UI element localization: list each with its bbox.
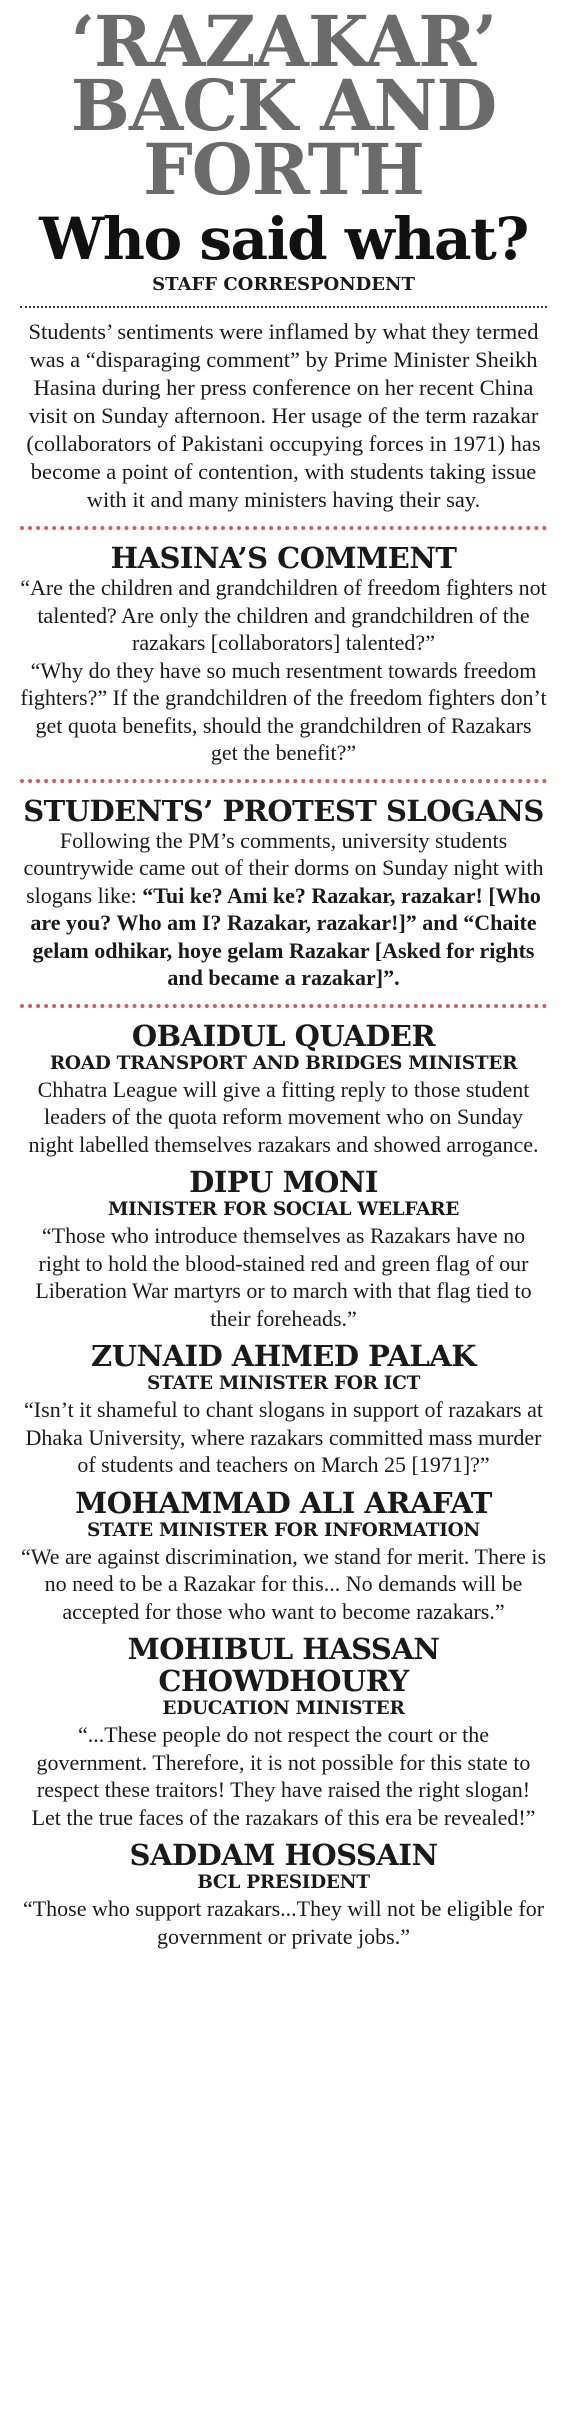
hasina-comment-section — [20, 542, 547, 767]
minister-name: OBAIDUL QUADER — [131, 1018, 436, 1053]
minister-role: BCL PRESIDENT — [197, 1872, 370, 1893]
slogans-intro: Following the PM’s comments, university students countrywide came out of their dorms on Sunday night with slogans like: — [23, 827, 544, 908]
headline — [20, 0, 547, 211]
headline-line-3: FORTH — [143, 128, 424, 211]
headline-line-2: BACK AND — [70, 64, 497, 147]
protest-slogans-section — [20, 795, 547, 992]
minister-block — [20, 1633, 547, 1831]
byline: STAFF CORRESPONDENT — [152, 274, 415, 295]
slogan: “Tui ke? Ami ke? Razakar, razakar! [Who are you? Who am I? Razakar, razakar!]” — [30, 882, 541, 935]
minister-quote: “Those who support razakars...They will not be eligible for government or private jobs.” — [22, 1896, 545, 1949]
minister-name: MOHAMMAD ALI ARAFAT — [75, 1485, 492, 1520]
minister-block — [20, 1166, 547, 1332]
section-body — [20, 827, 547, 992]
minister-block — [20, 1340, 547, 1479]
ministers-section — [20, 1020, 547, 1951]
minister-role: ROAD TRANSPORT AND BRIDGES MINISTER — [49, 1052, 518, 1074]
minister-role: STATE MINISTER FOR INFORMATION — [86, 1519, 481, 1541]
minister-name: MOHIBUL HASSAN CHOWDHOURY — [127, 1632, 440, 1698]
minister-quote: “Those who introduce themselves as Razakars have no right to hold the blood-stained red and green flag of our Liberation War martyrs or to march with that flag tied to their foreheads.” — [35, 1223, 532, 1331]
minister-quote: “We are against discrimination, we stand for merit. There is no need to be a Razakar for this... No demands will be accepted for those who want to become razakars.” — [20, 1543, 547, 1624]
minister-quote: “...These people do not respect the court or the government. Therefore, it is not possible for this state to respect these traitors! They have raised the right slogan! Let the true faces of the razakars of this era be revealed!” — [31, 1722, 536, 1830]
minister-block — [20, 1839, 547, 1950]
dotted-divider — [20, 306, 547, 308]
minister-role: MINISTER FOR SOCIAL WELFARE — [107, 1199, 460, 1220]
intro-paragraph: Students’ sentiments were inflamed by what they termed was a “disparaging comment” by Prime Minister Sheikh Hasina during her press conference on her recent China visit on Sunday afternoon. Her usage of the term razakar (collaborators of Pakistani occupying forces in 1971) has become a point of contention, with students taking issue with it and many ministers having their say. — [26, 319, 541, 512]
headline-line-1: ‘RAZAKAR’ — [70, 0, 497, 83]
section-title: HASINA’S COMMENT — [110, 541, 457, 575]
minister-role: STATE MINISTER FOR ICT — [146, 1373, 421, 1394]
minister-name: SADDAM HOSSAIN — [129, 1838, 438, 1872]
minister-name: DIPU MONI — [189, 1165, 378, 1199]
red-dotted-divider — [20, 526, 547, 530]
minister-block — [20, 1487, 547, 1626]
red-dotted-divider — [20, 1004, 547, 1008]
section-title: STUDENTS’ PROTEST SLOGANS — [23, 793, 544, 828]
red-dotted-divider — [20, 779, 547, 783]
quote: “Are the children and grandchildren of freedom fighters not talented? Are only the children and grandchildren of the razakars [collaborators] talented?” — [20, 575, 547, 655]
minister-quote: “Isn’t it shameful to chant slogans in support of razakars at Dhaka University, where razakars committed mass murder of students and teachers on March 25 [1971]?” — [24, 1397, 543, 1477]
quote: “Why do they have so much resentment towards freedom fighters?” If the grandchildren of the freedom fighters don’t get quota benefits, should the grandchildren of Razakars get the benefit?” — [20, 657, 547, 765]
slogan-joiner: and — [422, 910, 458, 935]
minister-quote: Chhatra League will give a fitting reply to those student leaders of the quota reform movement who on Sunday night labelled themselves razakars and showed arrogance. — [28, 1076, 539, 1157]
subheadline: Who said what? — [39, 205, 528, 273]
minister-block — [20, 1020, 547, 1159]
slogan: “Chaite gelam odhikar, hoye gelam Razakar [Asked for rights and became a razakar]”. — [32, 910, 537, 990]
minister-role: EDUCATION MINISTER — [162, 1698, 405, 1719]
minister-name: ZUNAID AHMED PALAK — [91, 1339, 476, 1373]
